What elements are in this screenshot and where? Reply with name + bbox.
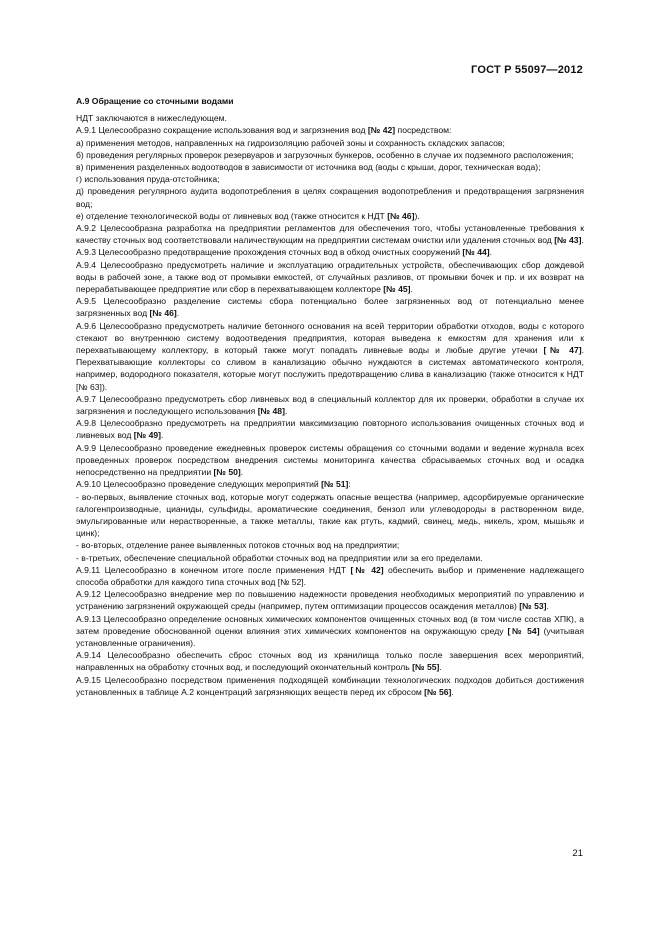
paragraph-tail: .	[410, 284, 413, 295]
reference-number: [№ 56]	[424, 686, 452, 697]
document-body	[76, 95, 584, 698]
paragraph-tail: .	[489, 247, 493, 258]
reference-number: [№ 46]	[387, 210, 415, 221]
paragraph-tail: .	[546, 601, 549, 612]
paragraph-tail: .	[439, 662, 442, 673]
paragraph-tail: посредством:	[395, 125, 452, 136]
paragraph-text: - во-вторых, отделение ранее выявленных потоков сточных вод на предприятии;	[76, 540, 400, 551]
paragraph-text: А.9.15 Целесообразно посредством применения подходящей комбинации технологических подходов добиться достижения установленных в таблице А.2 концентраций загрязняющих веществ перед их сбросом	[76, 674, 584, 697]
paragraph-text: б) проведения регулярных проверок резервуаров и загрузочных бункеров, особенно в случае их подземного расположения;	[76, 149, 574, 160]
paragraph-text: А.9.11 Целесообразно в конечном итоге после применения НДТ	[76, 564, 351, 575]
paragraph-p15	[76, 442, 584, 479]
paragraph-tail: .	[451, 686, 454, 697]
paragraph-tail: (учитывая установленные ограничения).	[76, 625, 584, 648]
paragraph-text: а) применения методов, направленных на гидроизоляцию рабочей зоны и сохранность складских запасов;	[76, 137, 505, 148]
paragraph-p4	[76, 161, 584, 173]
paragraph-p10	[76, 259, 584, 296]
paragraph-p3	[76, 149, 584, 161]
paragraph-text: А.9.12 Целесообразно внедрение мер по повышению надежности проведения необходимых мероприятий по управлению и устранению загрязнений окружающей среды (например, путем оптимизации процессов осаждения металлов)	[76, 589, 584, 612]
reference-number: [№ 44]	[462, 247, 490, 258]
paragraph-text: - во-первых, выявление сточных вод, которые могут содержать опасные вещества (например, адсорбируемые органические галогенпроизводные, цианиды, сульфиды, ароматические соединения, бензол или углеводороды в растворенном виде, эмульгированные или нерастворенные, а также металлы, такие как ртуть, кадмий, свинец, медь, никель, хром, мышьяк и цинк);	[76, 491, 584, 539]
paragraph-text: А.9.7 Целесообразно предусмотреть сбор ливневых вод в специальный коллектор для их проверки, обработки в случае их загрязнения и последующего использования	[76, 393, 584, 417]
paragraph-p21	[76, 588, 584, 612]
paragraph-tail: :	[348, 479, 351, 490]
reference-number: [№ 42]	[367, 125, 396, 136]
paragraph-tail: . Перехватывающие коллекторы со сливом в канализацию обычно нуждаются в системах автоматического контроля, например, водородного показателя, которые могут послужить предотвращению слива в канализацию (также относится к НДТ [№ 63]).	[76, 345, 584, 392]
paragraph-text: д) проведения регулярного аудита водопотребления в целях сокращения водопотребления и предотвращения загрязнения вод;	[76, 186, 584, 209]
paragraph-p14	[76, 417, 584, 441]
section-title: А.9 Обращение со сточными водами	[76, 96, 234, 106]
paragraph-p2	[76, 137, 584, 149]
reference-number: [№ 51]	[321, 479, 349, 490]
reference-number: [№ 46]	[149, 308, 177, 319]
reference-number: [№ 50]	[213, 467, 241, 478]
paragraph-text: А.9.9 Целесообразно проведение ежедневных проверок системы обращения со сточными водами и ведение журнала всех проведенных проверок посредством внедрения системы мониторинга качества сбрасываемых сточных вод и осадка непосредственно на предприятии	[76, 442, 584, 478]
paragraph-tail: .	[240, 467, 244, 478]
paragraph-tail: .	[176, 308, 180, 319]
paragraph-text: А.9.14 Целесообразно обеспечить сброс сточных вод из хранилища только после завершения всех мероприятий, направленных на обработку сточных вод, и последующий окончательный контроль	[76, 650, 584, 673]
paragraph-text: А.9.4 Целесообразно предусмотреть наличие и эксплуатацию оградительных устройств, обеспечивающих сбор дождевой воды в рабочей зоне, а также вод от промывки емкостей, от случайных разливов, от промывки бочек и пр. и их возврат на перерабатывающее предприятие или сбор в перехватывающем коллекторе	[76, 259, 584, 295]
paragraph-p1	[76, 124, 584, 136]
standard-header: ГОСТ Р 55097—2012	[471, 64, 583, 76]
page-number: 21	[572, 848, 583, 859]
paragraph-p23	[76, 649, 584, 673]
reference-number: [№ 43]	[554, 235, 582, 246]
reference-number: [№ 47]	[543, 345, 582, 356]
paragraph-p11	[76, 295, 584, 319]
paragraph-p12	[76, 320, 584, 393]
paragraph-tail: .	[581, 235, 584, 246]
paragraph-p19	[76, 552, 584, 564]
paragraph-text: А.9.3 Целесообразно предотвращение прохождения сточных вод в обход очистных сооружений	[76, 247, 463, 258]
paragraph-text: А.9.10 Целесообразно проведение следующих мероприятий	[76, 479, 322, 490]
reference-number: [№ 55]	[412, 662, 440, 673]
paragraph-tail: .	[284, 406, 288, 417]
paragraph-p20	[76, 564, 584, 588]
paragraph-tail: обеспечить выбор и применение надлежащего способа обработки для каждого типа сточных вод [№ 52].	[76, 564, 585, 587]
paragraph-p5	[76, 173, 584, 185]
paragraph-p7	[76, 210, 584, 222]
paragraph-p0	[76, 112, 584, 124]
paragraph-p9	[76, 246, 584, 258]
paragraph-p22	[76, 613, 584, 650]
paragraph-text: А.9.2 Целесообразна разработка на предприятии регламентов для обеспечения того, чтобы установленные требования к качеству сточных вод соответствовали наличествующим на предприятии системам очистки или удаления сточных вод	[76, 223, 584, 246]
paragraph-p6	[76, 185, 584, 209]
paragraph-p13	[76, 393, 584, 417]
reference-number: [№ 49]	[133, 430, 162, 441]
paragraph-text: А.9.8 Целесообразно предусмотреть на предприятии максимизацию повторного использования очищенных сточных вод и ливневых вод	[76, 418, 584, 441]
paragraph-text: А.9.13 Целесообразно определение основных химических компонентов очищенных сточных вод (в том числе состав ХПК), а затем проведение обоснованной оценки влияния этих химических компонентов на окружающую среду	[76, 613, 584, 636]
paragraph-text: - в-третьих, обеспечение специальной обработки сточных вод на предприятии или за его пределами.	[76, 552, 483, 563]
paragraph-p18	[76, 539, 584, 551]
paragraph-list	[76, 112, 584, 698]
paragraph-p16	[76, 478, 584, 490]
paragraph-p17	[76, 491, 584, 540]
paragraph-text: е) отделение технологической воды от ливневых вод (также относится к НДТ	[76, 210, 388, 221]
paragraph-p8	[76, 222, 584, 246]
paragraph-text: в) применения разделенных водоотводов в зависимости от источника вод (воды с крыши, дорог, техническая вода);	[76, 162, 541, 173]
paragraph-tail: ).	[414, 210, 420, 221]
reference-number: [№ 53]	[519, 601, 547, 612]
paragraph-text: г) использования пруда-отстойника;	[76, 174, 220, 185]
paragraph-text: НДТ заключаются в нижеследующем.	[76, 113, 227, 124]
reference-number: [№ 48]	[257, 406, 285, 417]
reference-number: [№ 45]	[383, 284, 411, 295]
reference-number: [№ 42]	[350, 564, 384, 575]
paragraph-text: А.9.6 Целесообразно предусмотреть наличие бетонного основания на всей территории обработки отходов, воды с которого стекают во внутреннюю систему водоотведения предприятия, которая выведена к емкостям для хранения или к перехватывающему коллектору, в который также могут попадать ливневые воды и любые другие утечки	[76, 320, 584, 356]
paragraph-text: А.9.1 Целесообразно сокращение использования вод и загрязнения вод	[76, 125, 368, 136]
paragraph-p24	[76, 674, 584, 698]
reference-number: [№ 54]	[507, 625, 540, 636]
paragraph-tail: .	[161, 430, 164, 441]
paragraph-text: А.9.5 Целесообразно разделение системы сбора потенциально более загрязненных вод от потенциально менее загрязненных вод	[76, 296, 584, 319]
